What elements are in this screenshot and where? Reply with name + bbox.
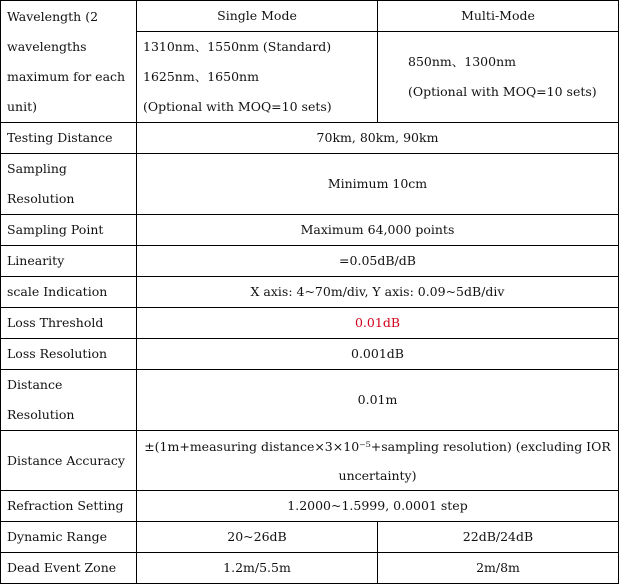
table-row bbox=[1, 431, 619, 491]
row-value: 1.2000~1.5999, 0.0001 step bbox=[137, 491, 619, 522]
row-label: Sampling Point bbox=[1, 215, 137, 246]
table-row bbox=[1, 123, 619, 154]
row-label: Distance Accuracy bbox=[1, 431, 137, 491]
table-row bbox=[1, 308, 619, 339]
row-value-multi-mode: 2m/8m bbox=[378, 553, 619, 584]
single-mode-header: Single Mode bbox=[137, 1, 378, 32]
single-mode-line-1: 1310nm、1550nm (Standard) bbox=[143, 39, 332, 54]
table-row bbox=[1, 215, 619, 246]
row-value: Maximum 64,000 points bbox=[137, 215, 619, 246]
row-label: Refraction Setting bbox=[1, 491, 137, 522]
row-value: 0.01m bbox=[137, 370, 619, 431]
table-row bbox=[1, 370, 619, 431]
row-value: X axis: 4~70m/div, Y axis: 0.09~5dB/div bbox=[137, 277, 619, 308]
table-row bbox=[1, 339, 619, 370]
row-value: 70km, 80km, 90km bbox=[137, 123, 619, 154]
row-value-multiline bbox=[137, 431, 619, 491]
single-mode-line-3: (Optional with MOQ=10 sets) bbox=[143, 99, 332, 114]
single-mode-line-2: 1625nm、1650nm bbox=[143, 69, 259, 84]
wavelength-note-3: unit) bbox=[7, 98, 37, 114]
wavelength-label: Wavelength bbox=[7, 8, 82, 24]
wavelength-label-cell bbox=[1, 1, 137, 123]
table-row bbox=[1, 491, 619, 522]
table-row-wavelength-header bbox=[1, 1, 619, 32]
table-row bbox=[1, 522, 619, 553]
row-value: 0.001dB bbox=[137, 339, 619, 370]
row-label-line-1: Sampling bbox=[7, 161, 67, 176]
single-mode-values bbox=[137, 32, 378, 123]
row-label: Loss Threshold bbox=[1, 308, 137, 339]
row-label: Loss Resolution bbox=[1, 339, 137, 370]
multi-mode-line-1: 850nm、1300nm bbox=[408, 54, 516, 69]
multi-mode-line-2: (Optional with MOQ=10 sets) bbox=[408, 84, 597, 99]
row-value-single-mode: 1.2m/5.5m bbox=[137, 553, 378, 584]
row-label: Distance Resolution bbox=[1, 370, 137, 431]
row-value: Minimum 10cm bbox=[137, 154, 619, 215]
row-label: Dead Event Zone bbox=[1, 553, 137, 584]
row-label: Linearity bbox=[1, 246, 137, 277]
row-value-line-2: uncertainty) bbox=[338, 467, 417, 483]
multi-mode-header: Multi-Mode bbox=[378, 1, 619, 32]
row-value-multi-mode: 22dB/24dB bbox=[378, 522, 619, 553]
row-label-line-2: Resolution bbox=[7, 191, 75, 206]
table-row bbox=[1, 277, 619, 308]
multi-mode-values bbox=[378, 32, 619, 123]
wavelength-note-1: (2 wavelengths bbox=[7, 8, 99, 54]
row-label: Dynamic Range bbox=[1, 522, 137, 553]
wavelength-note-2: maximum for each bbox=[7, 68, 126, 84]
row-label: scale Indication bbox=[1, 277, 137, 308]
row-value-line-1: ±(1m+measuring distance×3×10⁻⁵+sampling resolution) (excluding IOR bbox=[144, 438, 611, 454]
row-value-single-mode: 20~26dB bbox=[137, 522, 378, 553]
row-value-highlighted: 0.01dB bbox=[137, 308, 619, 339]
row-label: Testing Distance bbox=[1, 123, 137, 154]
table-row bbox=[1, 246, 619, 277]
table-row bbox=[1, 553, 619, 584]
table-row bbox=[1, 154, 619, 215]
row-value: =0.05dB/dB bbox=[137, 246, 619, 277]
row-label-multiline bbox=[1, 154, 137, 215]
